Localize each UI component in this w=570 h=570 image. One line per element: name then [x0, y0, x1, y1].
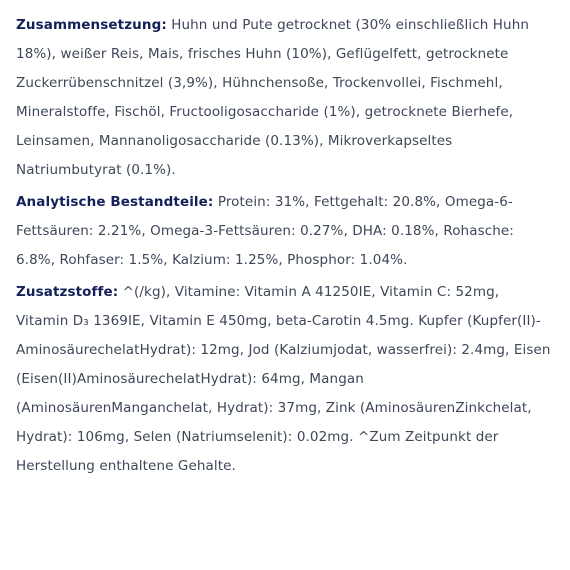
composition-text: Huhn und Pute getrocknet (30% einschließlich Huhn 18%), weißer Reis, Mais, frisches Huhn (10%), Geflügelfett, getrocknete Zuckerrübenschnitzel (3,9%), Hühnchensoße, Trockenvollei, Fischmehl, Mineralstoffe, Fischöl, Fructooligosaccharide (1%), getrocknete Bierhefe, Leinsamen, Mannanoligosaccharide (0.13%), Mikroverkapseltes Natriumbutyrat (0.1%). — [16, 17, 530, 178]
composition-heading: Zusammensetzung: — [16, 17, 167, 33]
additives-heading: Zusatzstoffe: — [16, 284, 119, 300]
additives-paragraph — [16, 278, 554, 481]
composition-paragraph — [16, 11, 554, 185]
analytical-constituents-paragraph — [16, 188, 554, 275]
additives-text: ^(/kg), Vitamine: Vitamin A 41250IE, Vitamin C: 52mg, Vitamin D₃ 1369IE, Vitamin E 450mg, beta-Carotin 4.5mg. Kupfer (Kupfer(II)-AminosäurechelatHydrat): 12mg, Jod (Kalziumjodat, wasserfrei): 2.4mg, Eisen (Eisen(II)AminosäurechelatHydrat): 64mg, Mangan (AminosäurenManganchelat, Hydrat): 37mg, Zink (AminosäurenZinkchelat, Hydrat): 106mg, Selen (Natriumselenit): 0.02mg. ^Zum Zeitpunkt der Herstellung enthaltene Gehalte. — [16, 284, 551, 474]
analytical-constituents-heading: Analytische Bestandteile: — [16, 194, 214, 210]
analytical-constituents-text: Protein: 31%, Fettgehalt: 20.8%, Omega-6-Fettsäuren: 2.21%, Omega-3-Fettsäuren: 0.27%, DHA: 0.18%, Rohasche: 6.8%, Rohfaser: 1.5%, Kalzium: 1.25%, Phosphor: 1.04%. — [16, 194, 514, 268]
